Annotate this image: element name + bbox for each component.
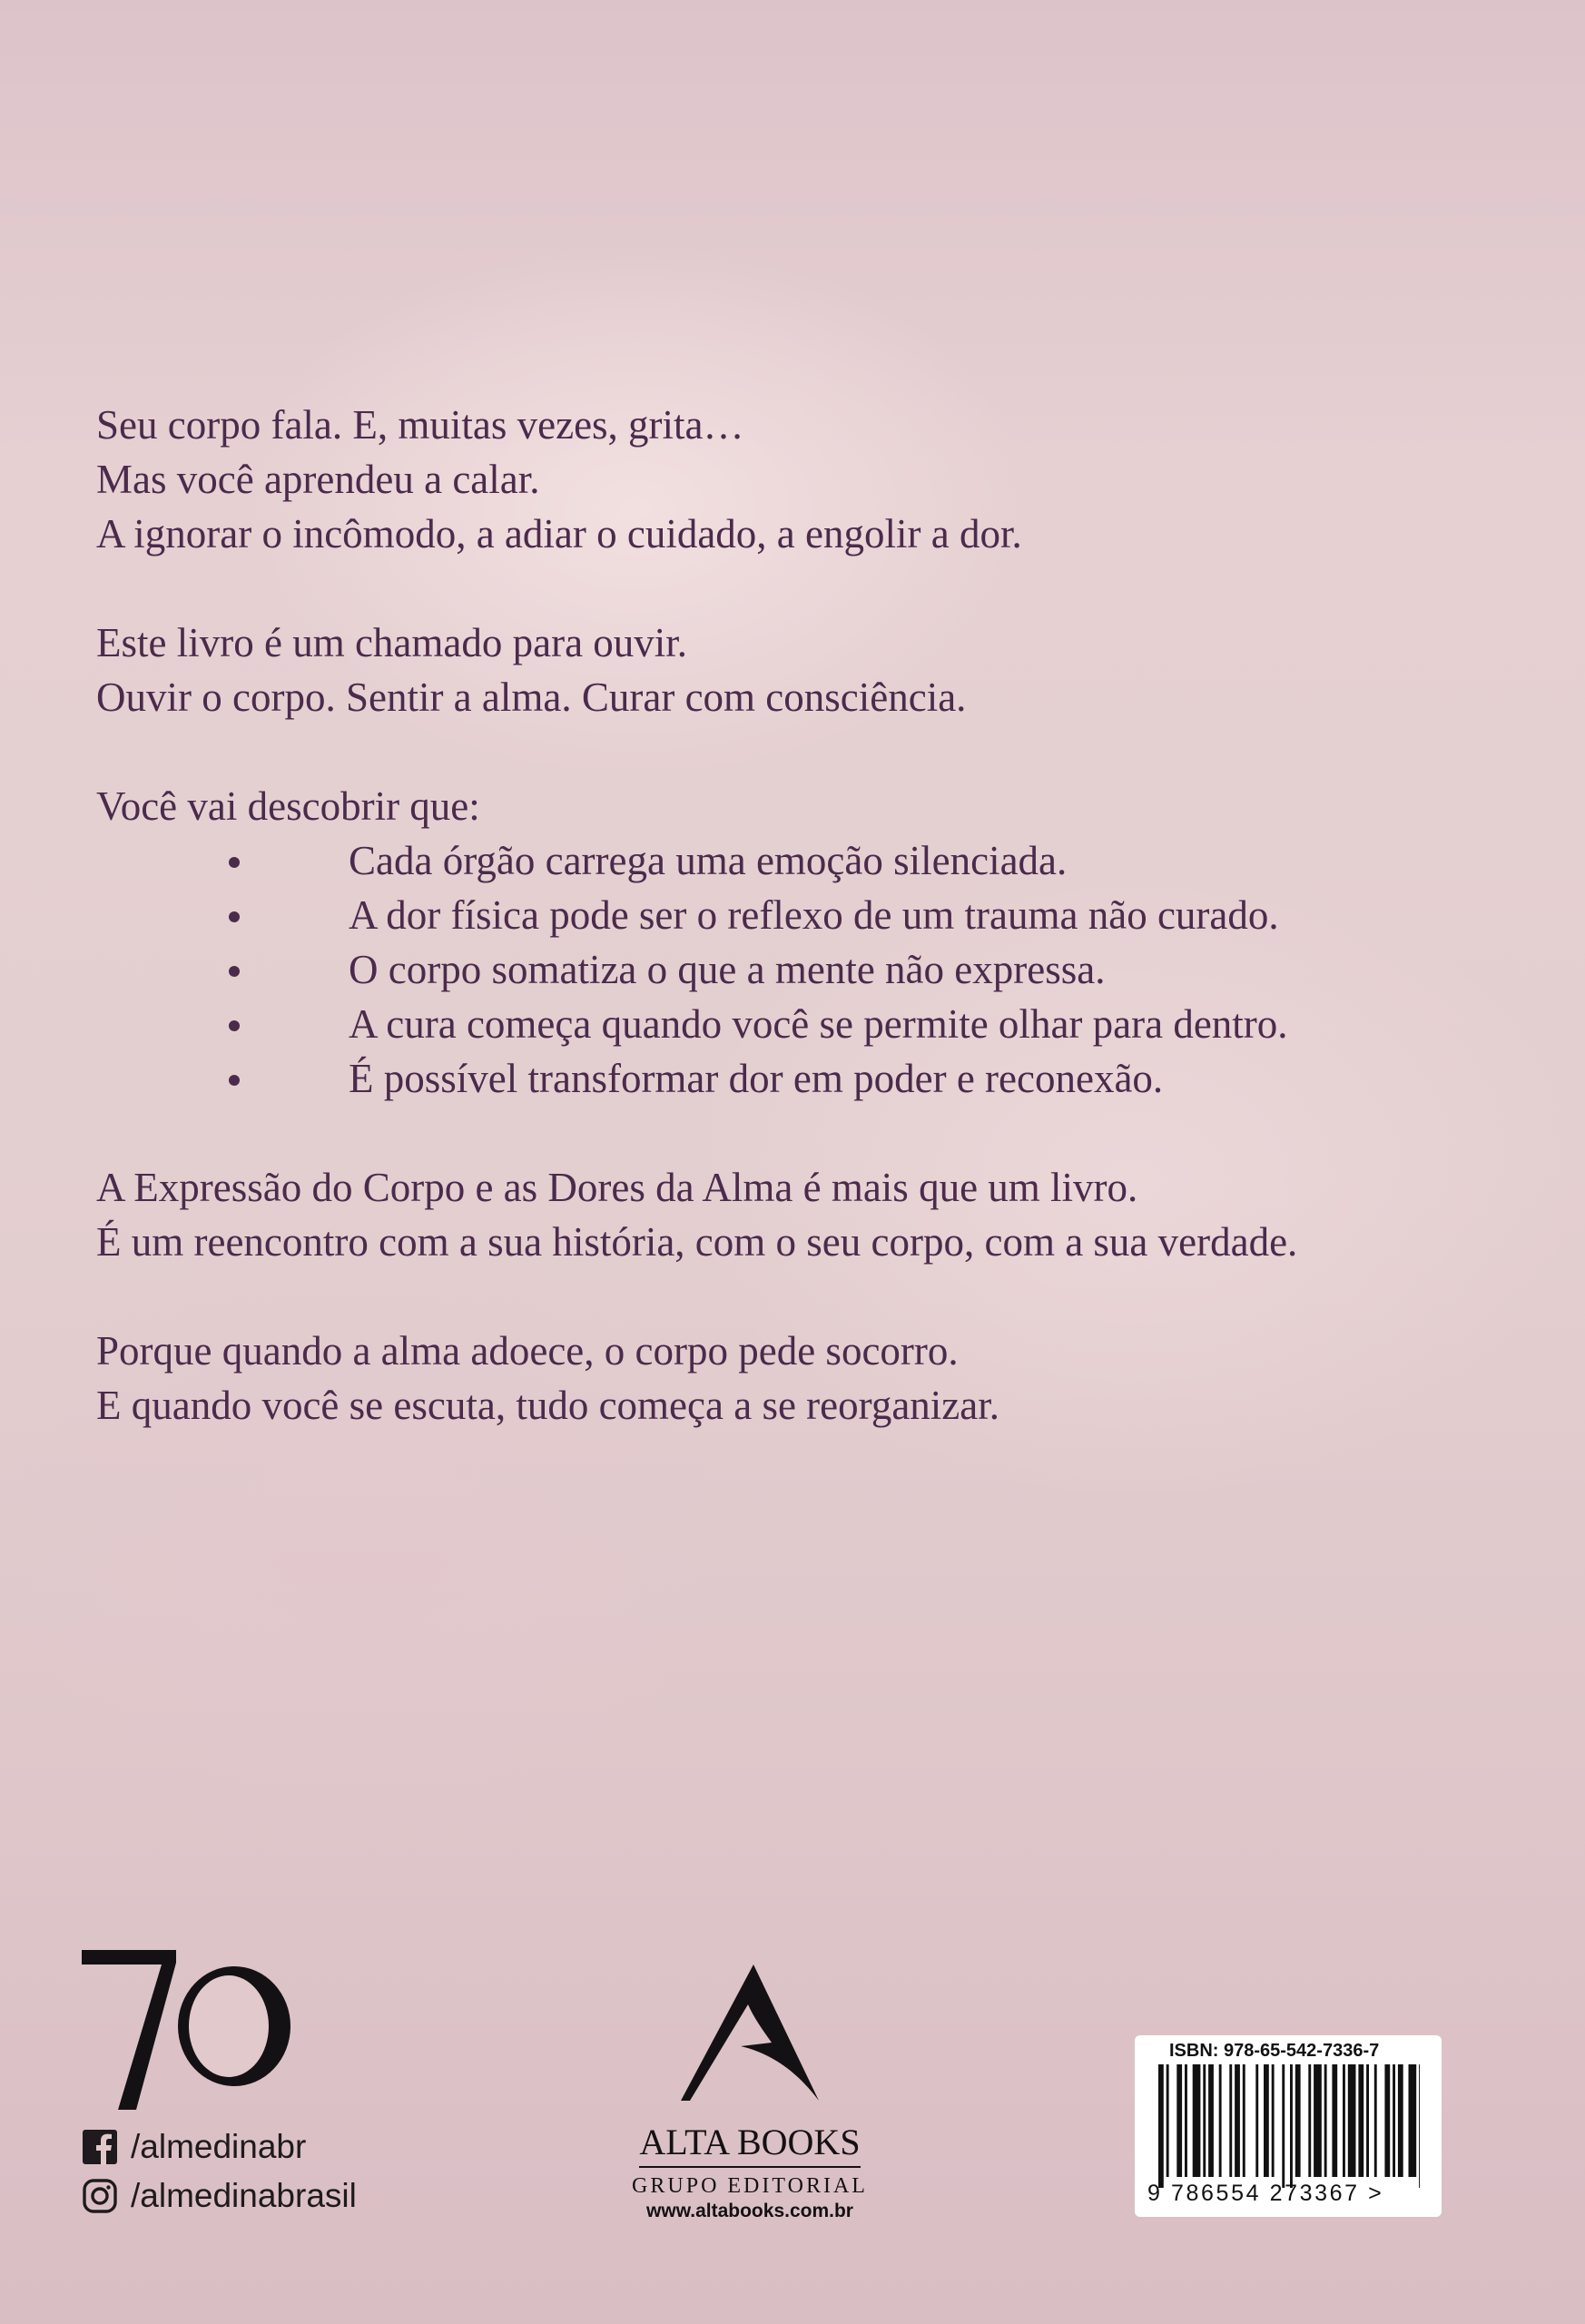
barcode-bar	[1393, 2064, 1395, 2177]
list-item	[96, 1051, 1512, 1106]
intro-line: A ignorar o incômodo, a adiar o cuidado, a engolir a dor.	[96, 511, 1022, 556]
barcode-bar	[1295, 2064, 1301, 2177]
intro-line: Mas você aprendeu a calar.	[96, 457, 540, 502]
barcode-bar	[1398, 2064, 1403, 2177]
bullet-dot-icon	[229, 1020, 240, 1031]
barcode-bar	[1314, 2064, 1322, 2177]
call-line: Ouvir o corpo. Sentir a alma. Curar com consciência.	[96, 675, 967, 720]
barcode-bar	[1235, 2064, 1240, 2177]
alta-books-url: www.altabooks.com.br	[646, 2201, 853, 2221]
barcode-bar	[1409, 2064, 1417, 2177]
alta-books-subtitle: GRUPO EDITORIAL	[632, 2174, 868, 2198]
bullet-dot-icon	[229, 857, 240, 868]
book-line: A Expressão do Corpo e as Dores da Alma é mais que um livro.	[96, 1165, 1138, 1210]
intro-paragraph	[96, 398, 1512, 561]
facebook-icon	[82, 2129, 118, 2165]
isbn-label: ISBN: 978-65-542-7336-7	[1169, 2041, 1380, 2061]
divider	[639, 2166, 861, 2168]
closing-paragraph	[96, 1324, 1512, 1433]
list-item	[96, 997, 1512, 1051]
bullet-dot-icon	[229, 911, 240, 922]
facebook-handle: /almedinabr	[131, 2128, 307, 2165]
barcode-bar	[1243, 2064, 1245, 2177]
barcode-bar	[1308, 2064, 1311, 2177]
barcode-bar	[1203, 2064, 1206, 2177]
list-item-text: A cura começa quando você se permite olhar para dentro.	[349, 1001, 1288, 1047]
barcode-bar	[1343, 2064, 1345, 2177]
closing-line: Porque quando a alma adoece, o corpo pede socorro.	[96, 1328, 959, 1374]
barcode-bar	[1208, 2064, 1214, 2177]
barcode-bars	[1155, 2064, 1423, 2188]
barcode-bar	[1358, 2064, 1363, 2177]
discovery-list	[96, 833, 1512, 1106]
back-cover-blurb	[96, 398, 1512, 1487]
closing-line: E quando você se escuta, tudo começa a se reorganizar.	[96, 1383, 999, 1428]
barcode-bar	[1272, 2064, 1275, 2177]
list-item-text: Cada órgão carrega uma emoção silenciada.	[349, 838, 1068, 883]
instagram-icon	[82, 2178, 118, 2214]
list-item-text: É possível transformar dor em poder e reconexão.	[349, 1056, 1164, 1101]
barcode-bar	[1324, 2064, 1327, 2177]
list-item	[96, 888, 1512, 942]
alta-books-logo	[623, 1963, 877, 2224]
barcode-bar	[1185, 2064, 1187, 2177]
barcode-bar	[1290, 2064, 1293, 2188]
list-item	[96, 833, 1512, 888]
list-item-text: O corpo somatiza o que a mente não expressa.	[349, 947, 1106, 992]
instagram-handle: /almedinabrasil	[131, 2177, 357, 2214]
edicoes-70-logo	[78, 1932, 296, 2113]
barcode-bar	[1176, 2064, 1182, 2177]
isbn-digits: 9 786554 273367 >	[1147, 2181, 1384, 2206]
barcode-bar	[1366, 2064, 1369, 2177]
barcode-bar	[1193, 2064, 1201, 2177]
list-item-text: A dor física pode ser o reflexo de um trauma não curado.	[349, 892, 1279, 938]
list-intro: Você vai descobrir que:	[96, 783, 480, 829]
intro-line: Seu corpo fala. E, muitas vezes, grita…	[96, 402, 744, 448]
barcode-bar	[1384, 2064, 1390, 2177]
barcode-bar	[1282, 2064, 1285, 2188]
barcode-bar	[1332, 2064, 1337, 2177]
barcode-bar	[1264, 2064, 1269, 2177]
barcode-bar	[1374, 2064, 1377, 2177]
barcode-bar	[1229, 2064, 1232, 2177]
alta-books-name: ALTA BOOKS	[639, 2122, 861, 2162]
barcode-bar	[1348, 2064, 1356, 2177]
instagram-link[interactable]	[82, 2177, 357, 2215]
isbn-barcode	[1135, 2035, 1442, 2217]
barcode-bar	[1167, 2064, 1169, 2177]
barcode-bar	[1158, 2064, 1164, 2188]
alta-books-a-icon	[677, 1963, 822, 2108]
call-line: Este livro é um chamado para ouvir.	[96, 620, 688, 665]
book-line: É um reencontro com a sua história, com o seu corpo, com a sua verdade.	[96, 1219, 1298, 1265]
bullet-dot-icon	[229, 966, 240, 977]
book-paragraph	[96, 1160, 1512, 1269]
barcode-bar	[1219, 2064, 1222, 2177]
list-item	[96, 942, 1512, 997]
barcode-bar	[1255, 2064, 1258, 2177]
facebook-link[interactable]	[82, 2128, 306, 2166]
barcode-bar	[1419, 2064, 1420, 2188]
bullet-dot-icon	[229, 1075, 240, 1086]
call-paragraph	[96, 615, 1512, 724]
